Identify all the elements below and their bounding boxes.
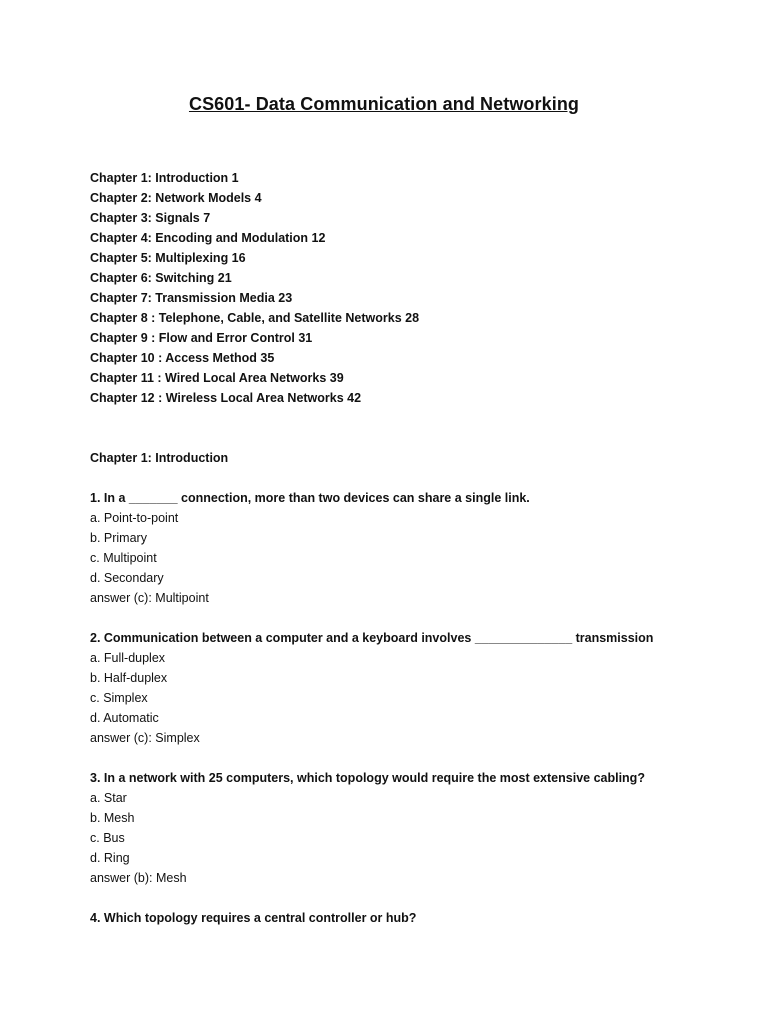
answer-option: a. Full-duplex (90, 651, 166, 665)
question-text: 4. Which topology requires a central controller or hub? (90, 911, 417, 925)
question-block (90, 628, 653, 748)
toc-item: Chapter 8 : Telephone, Cable, and Satellite Networks 28 (90, 311, 420, 325)
toc-item: Chapter 1: Introduction 1 (90, 171, 239, 185)
answer-option: b. Half-duplex (90, 671, 168, 685)
answer-option: b. Primary (90, 531, 147, 545)
toc-item: Chapter 10 : Access Method 35 (90, 351, 275, 365)
document-title: CS601- Data Communication and Networking (188, 94, 580, 114)
toc-item: Chapter 11 : Wired Local Area Networks 39 (90, 371, 344, 385)
toc-item: Chapter 7: Transmission Media 23 (90, 291, 293, 305)
question-list (90, 488, 653, 948)
toc-item: Chapter 2: Network Models 4 (90, 191, 262, 205)
question-text: 3. In a network with 25 computers, which topology would require the most extensive cabling? (90, 771, 645, 785)
answer-option: d. Automatic (90, 711, 159, 725)
correct-answer: answer (c): Simplex (90, 731, 200, 745)
toc-item: Chapter 5: Multiplexing 16 (90, 251, 246, 265)
answer-option: d. Ring (90, 851, 130, 865)
correct-answer: answer (b): Mesh (90, 871, 187, 885)
question-block (90, 908, 653, 928)
answer-option: c. Multipoint (90, 551, 157, 565)
answer-option: b. Mesh (90, 811, 135, 825)
question-text: 1. In a _______ connection, more than two devices can share a single link. (90, 491, 530, 505)
section-heading: Chapter 1: Introduction (90, 451, 229, 465)
question-text: 2. Communication between a computer and a keyboard involves ______________ transmission (90, 631, 654, 645)
question-block (90, 488, 653, 608)
toc-item: Chapter 12 : Wireless Local Area Networks 42 (90, 391, 362, 405)
answer-option: a. Star (90, 791, 127, 805)
answer-option: c. Simplex (90, 691, 148, 705)
table-of-contents (90, 168, 419, 408)
answer-option: c. Bus (90, 831, 125, 845)
toc-item: Chapter 6: Switching 21 (90, 271, 232, 285)
toc-item: Chapter 3: Signals 7 (90, 211, 211, 225)
answer-option: a. Point-to-point (90, 511, 179, 525)
answer-option: d. Secondary (90, 571, 164, 585)
correct-answer: answer (c): Multipoint (90, 591, 209, 605)
question-block (90, 768, 653, 888)
toc-item: Chapter 4: Encoding and Modulation 12 (90, 231, 326, 245)
toc-item: Chapter 9 : Flow and Error Control 31 (90, 331, 313, 345)
